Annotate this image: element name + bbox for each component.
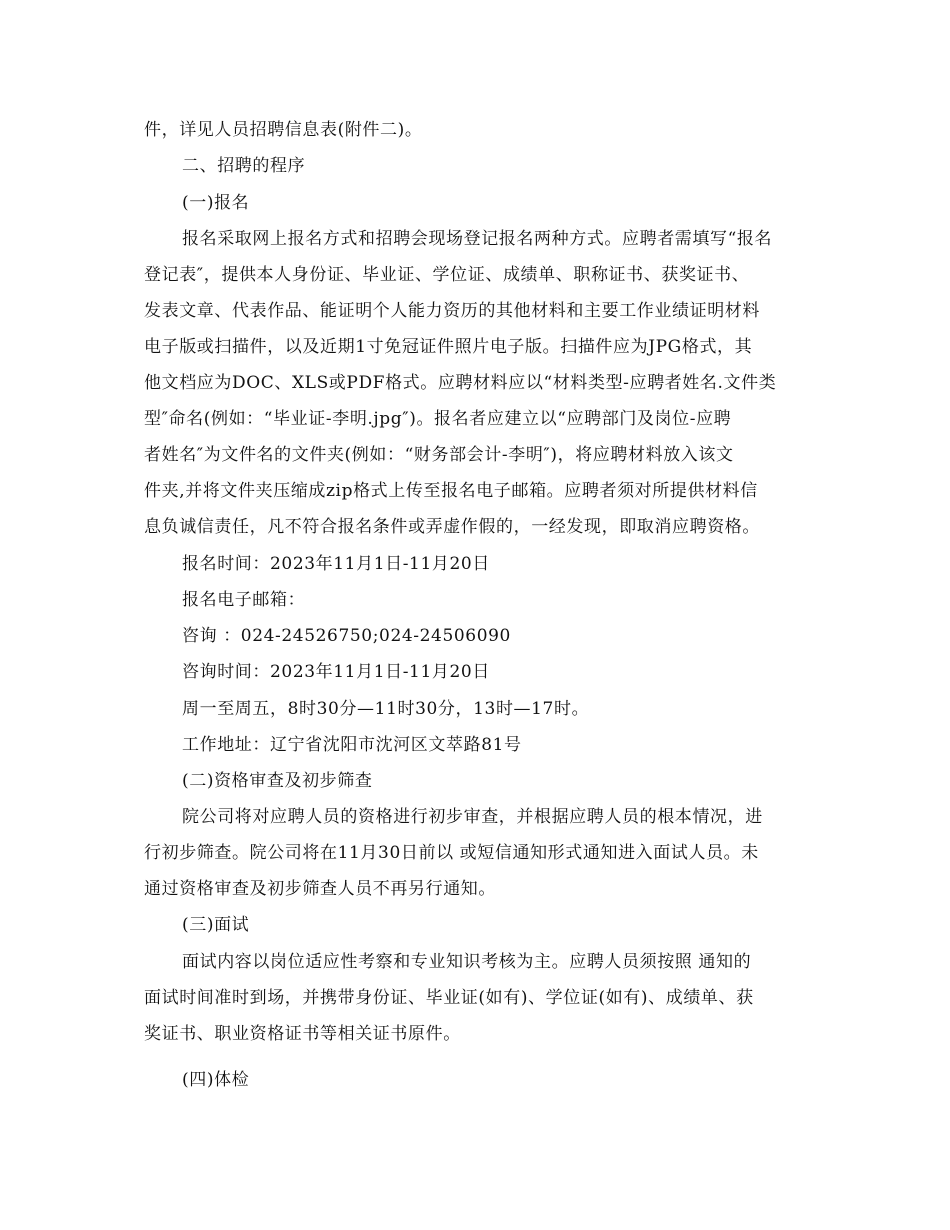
registration-email: 报名电子邮箱： [182,590,306,610]
text-line: 件，详见人员招聘信息表(附件二)。 [144,120,423,140]
subsection-heading: (二)资格审查及初步筛查 [182,771,373,791]
text-line: 他文档应为DOC、XLS或PDF格式。应聘材料应以“材料类型-应聘者姓名.文件类 [144,373,777,393]
text-line: 行初步筛查。院公司将在11月30日前以 或短信通知形式通知进入面试人员。未 [144,843,759,863]
subsection-heading: (四)体检 [182,1070,250,1090]
text-line: 面试时间准时到场，并携带身份证、毕业证(如有)、学位证(如有)、成绩单、获 [144,988,754,1008]
text-line: 通过资格审查及初步筛查人员不再另行通知。 [144,879,496,899]
subsection-heading: (三)面试 [182,915,250,935]
text-line: 件夹,并将文件夹压缩成zip格式上传至报名电子邮箱。应聘者须对所提供材料信 [144,481,758,501]
registration-time: 报名时间：2023年11月1日-11月20日 [182,554,490,574]
consult-time: 咨询时间：2023年11月1日-11月20日 [182,662,490,682]
text-line: 奖证书、职业资格证书等相关证书原件。 [144,1024,461,1044]
text-line: 者姓名″为文件名的文件夹(例如：“财务部会计-李明″)，将应聘材料放入该文 [144,445,734,465]
text-line: 报名采取网上报名方式和招聘会现场登记报名两种方式。应聘者需填写“报名 [182,229,773,249]
text-line: 发表文章、代表作品、能证明个人能力资历的其他材料和主要工作业绩证明材料 [144,301,760,321]
text-line: 院公司将对应聘人员的资格进行初步审查，并根据应聘人员的根本情况，进 [182,807,763,827]
work-address: 工作地址：辽宁省沈阳市沈河区文萃路81号 [182,735,522,755]
text-line: 电子版或扫描件，以及近期1寸免冠证件照片电子版。扫描件应为JPG格式，其 [144,337,753,357]
text-line: 息负诚信责任，凡不符合报名条件或弄虚作假的，一经发现，即取消应聘资格。 [144,517,760,537]
subsection-heading: (一)报名 [182,193,250,213]
contact-phone: 咨询 ：024-24526750;024-24506090 [182,626,511,646]
section-heading: 二、招聘的程序 [182,156,306,176]
office-hours: 周一至周五，8时30分—11时30分，13时—17时。 [182,699,590,719]
text-line: 登记表″，提供本人身份证、毕业证、学位证、成绩单、职称证书、获奖证书、 [144,265,750,285]
text-line: 面试内容以岗位适应性考察和专业知识考核为主。应聘人员须按照 通知的 [182,952,752,972]
text-line: 型″命名(例如：“毕业证-李明.jpg″)。报名者应建立以“应聘部门及岗位-应聘 [144,409,732,429]
